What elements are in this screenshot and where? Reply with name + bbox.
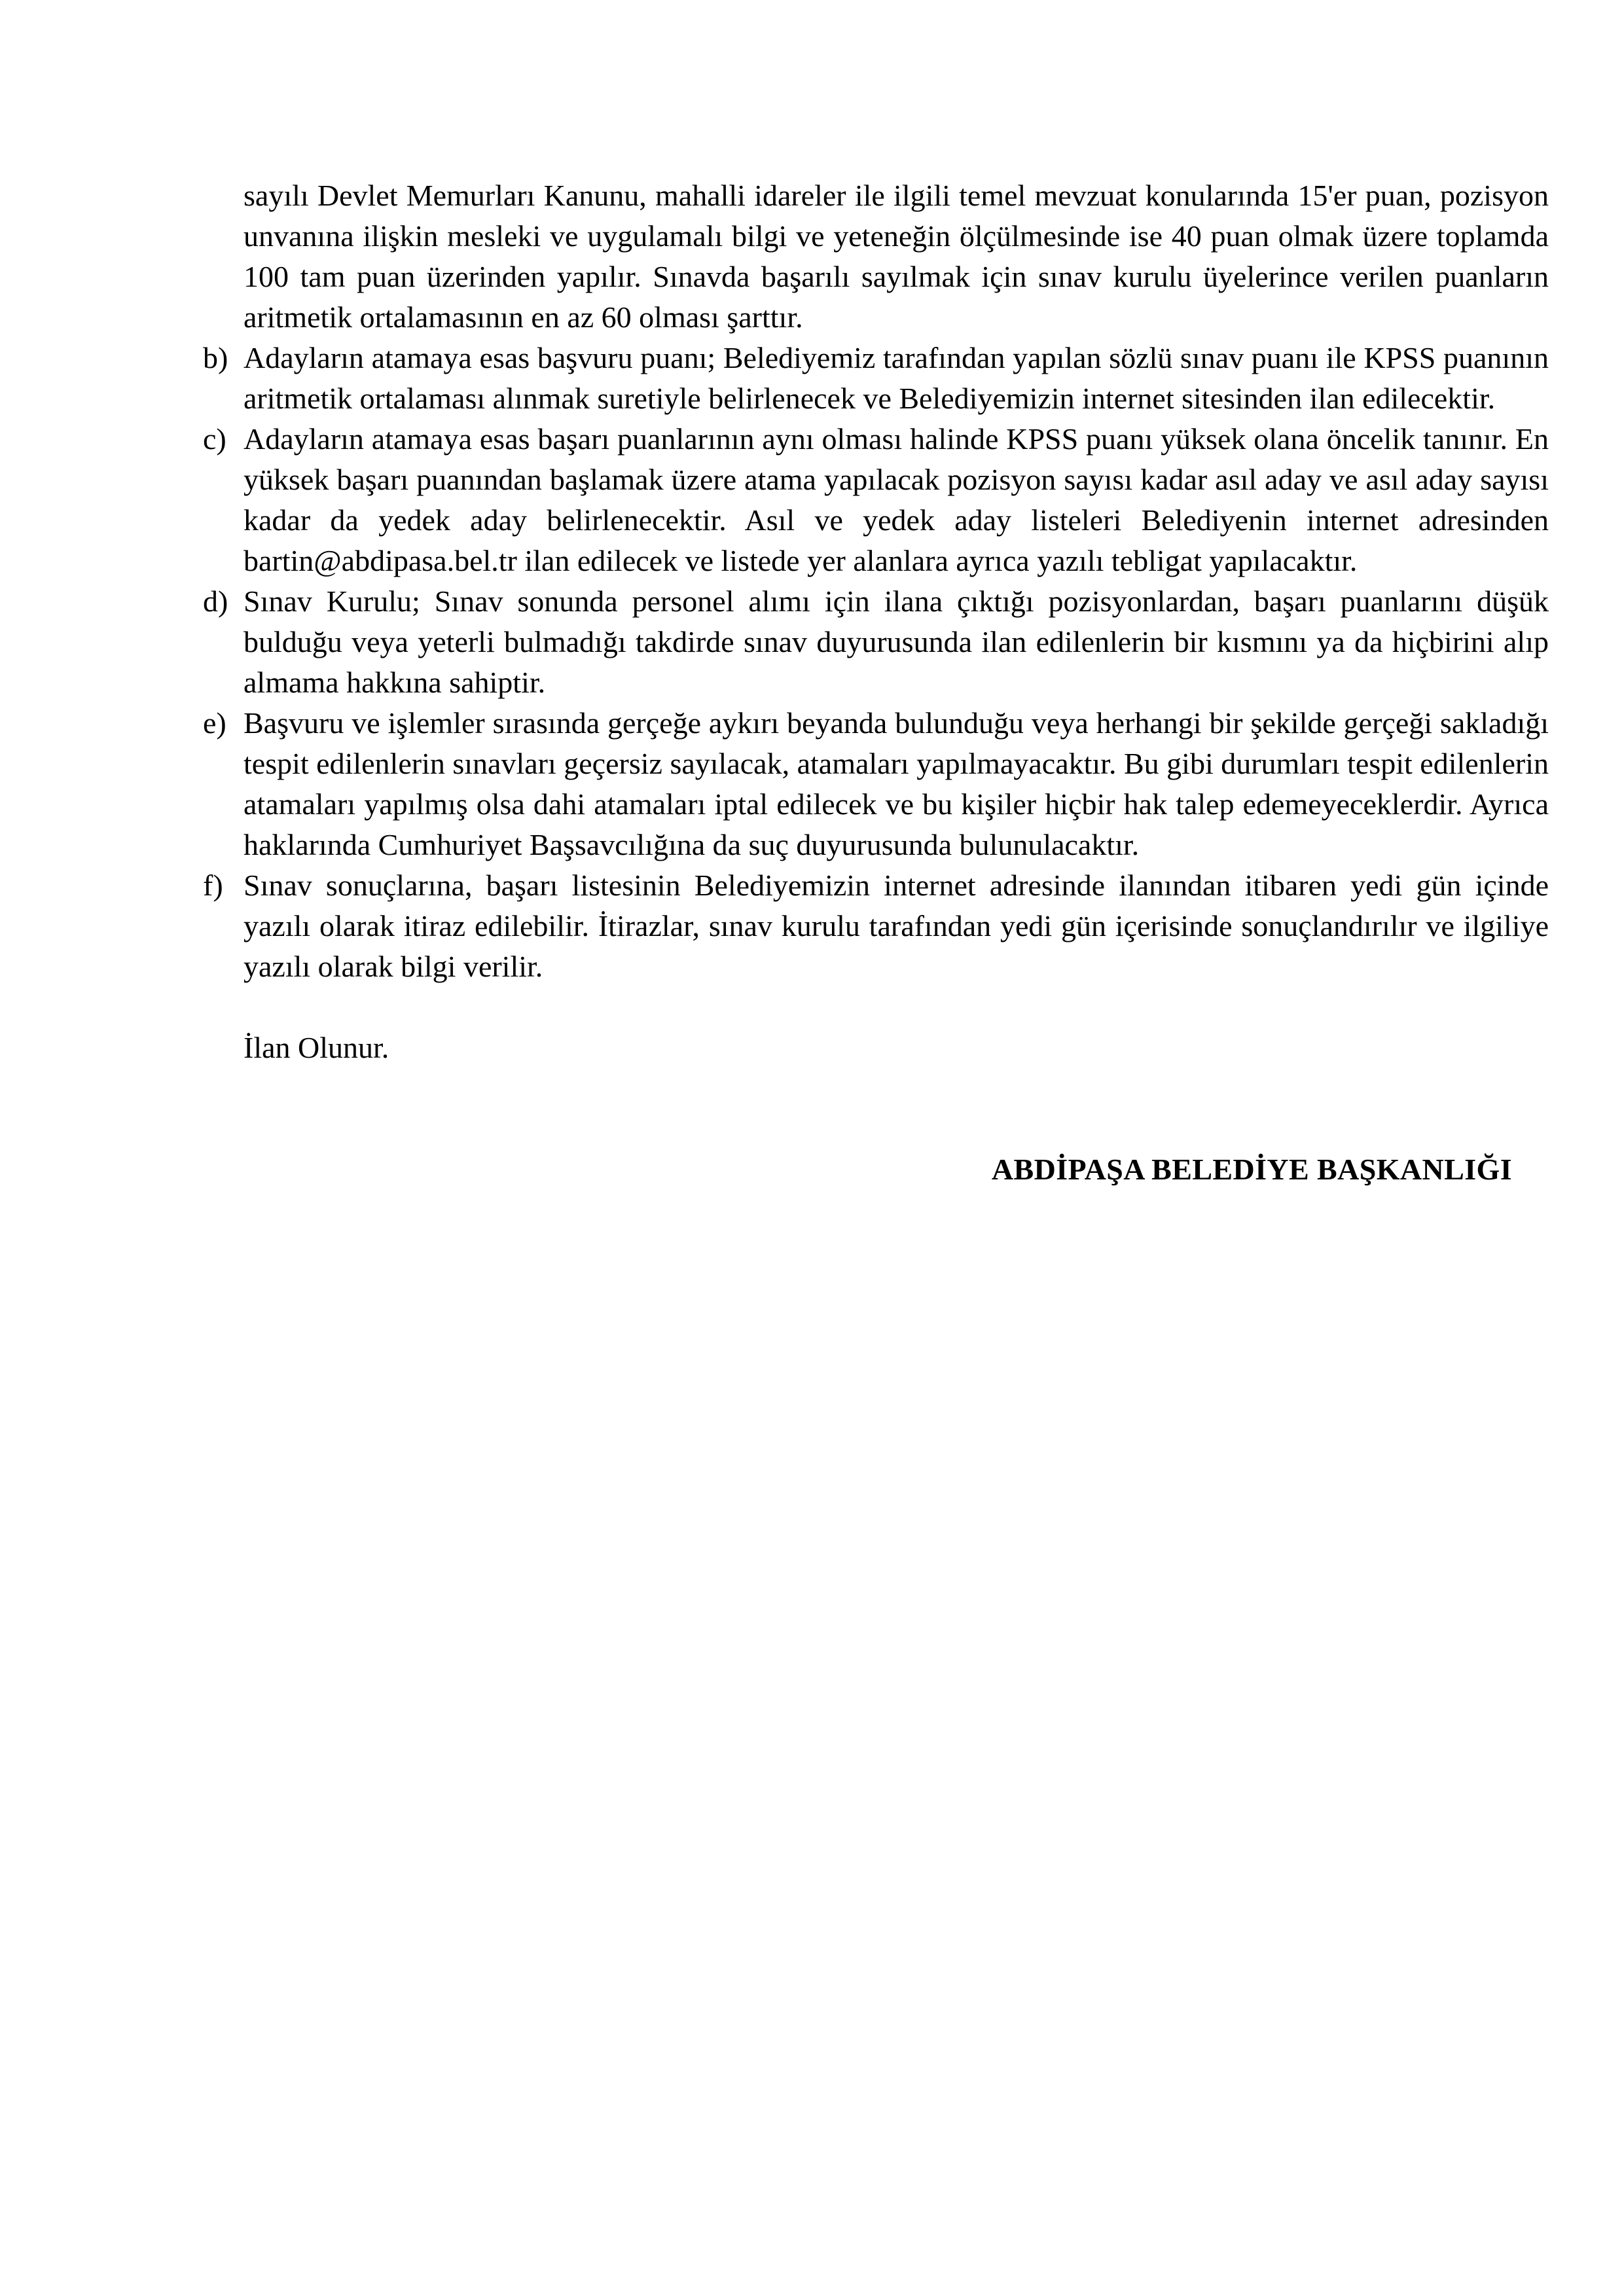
lead-paragraph: sayılı Devlet Memurları Kanunu, mahalli idareler ile ilgili temel mevzuat konularında 15'er puan, pozisyon unvanına ilişkin mesleki ve uygulamalı bilgi ve yeteneğin ölçülmesinde ise 40 puan olmak üzere toplamda 100 tam puan üzerinden yapılır. Sınavda başarılı sayılmak için sınav kurulu üyelerince verilen puanların aritmetik ortalamasının en az 60 olması şarttır. [244, 179, 1549, 334]
list-item-text: Başvuru ve işlemler sırasında gerçeğe aykırı beyanda bulunduğu veya herhangi bir şekilde gerçeği sakladığı tespit edilenlerin sınavları geçersiz sayılacak, atamaları yapılmayacaktır. Bu gibi durumları tespit edilenlerin atamaları yapılmış olsa dahi atamaları iptal edilecek ve bu kişiler hiçbir hak talep edemeyeceklerdir. Ayrıca haklarında Cumhuriyet Başsavcılığına da suç duyurusunda bulunulacaktır. [244, 706, 1549, 861]
list-item [203, 865, 1549, 987]
document-body [203, 175, 1549, 1220]
list-marker: f) [203, 869, 223, 902]
list-marker: c) [203, 422, 226, 456]
list-item [203, 703, 1549, 865]
issuing-authority: ABDİPAŞA BELEDİYE BAŞKANLIĞI [991, 1153, 1512, 1186]
list-item-text: Adayların atamaya esas başvuru puanı; Belediyemiz tarafından yapılan sözlü sınav puanı ile KPSS puanının aritmetik ortalaması alınmak suretiyle belirlenecek ve Belediyemizin internet sitesinden ilan edilecektir. [244, 341, 1549, 415]
signoff-text: İlan Olunur. [244, 1031, 389, 1064]
list-item-text: Sınav Kurulu; Sınav sonunda personel alımı için ilana çıktığı pozisyonlardan, başarı puanlarını düşük bulduğu veya yeterli bulmadığı takdirde sınav duyurusunda ilan edilenlerin bir kısmını ya da hiçbirini alıp almama hakkına sahiptir. [244, 584, 1549, 699]
list-item [203, 581, 1549, 703]
lettered-list [203, 338, 1549, 987]
list-marker: b) [203, 341, 228, 374]
list-item-text: Adayların atamaya esas başarı puanlarının aynı olması halinde KPSS puanı yüksek olana öncelik tanınır. En yüksek başarı puanından başlamak üzere atama yapılacak pozisyon sayısı kadar asıl aday ve asıl aday sayısı kadar da yedek aday belirlenecektir. Asıl ve yedek aday listeleri Belediyenin internet adresinden bartin@abdipasa.bel.tr ilan edilecek ve listede yer alanlara ayrıca yazılı tebligat yapılacaktır. [244, 422, 1549, 577]
list-marker: e) [203, 706, 226, 740]
list-marker: d) [203, 584, 228, 618]
list-item-text: Sınav sonuçlarına, başarı listesinin Belediyemizin internet adresinde ilanından itibaren yedi gün içinde yazılı olarak itiraz edilebilir. İtirazlar, sınav kurulu tarafından yedi gün içerisinde sonuçlandırılır ve ilgiliye yazılı olarak bilgi verilir. [244, 869, 1549, 983]
list-item [203, 419, 1549, 581]
list-item [203, 338, 1549, 419]
